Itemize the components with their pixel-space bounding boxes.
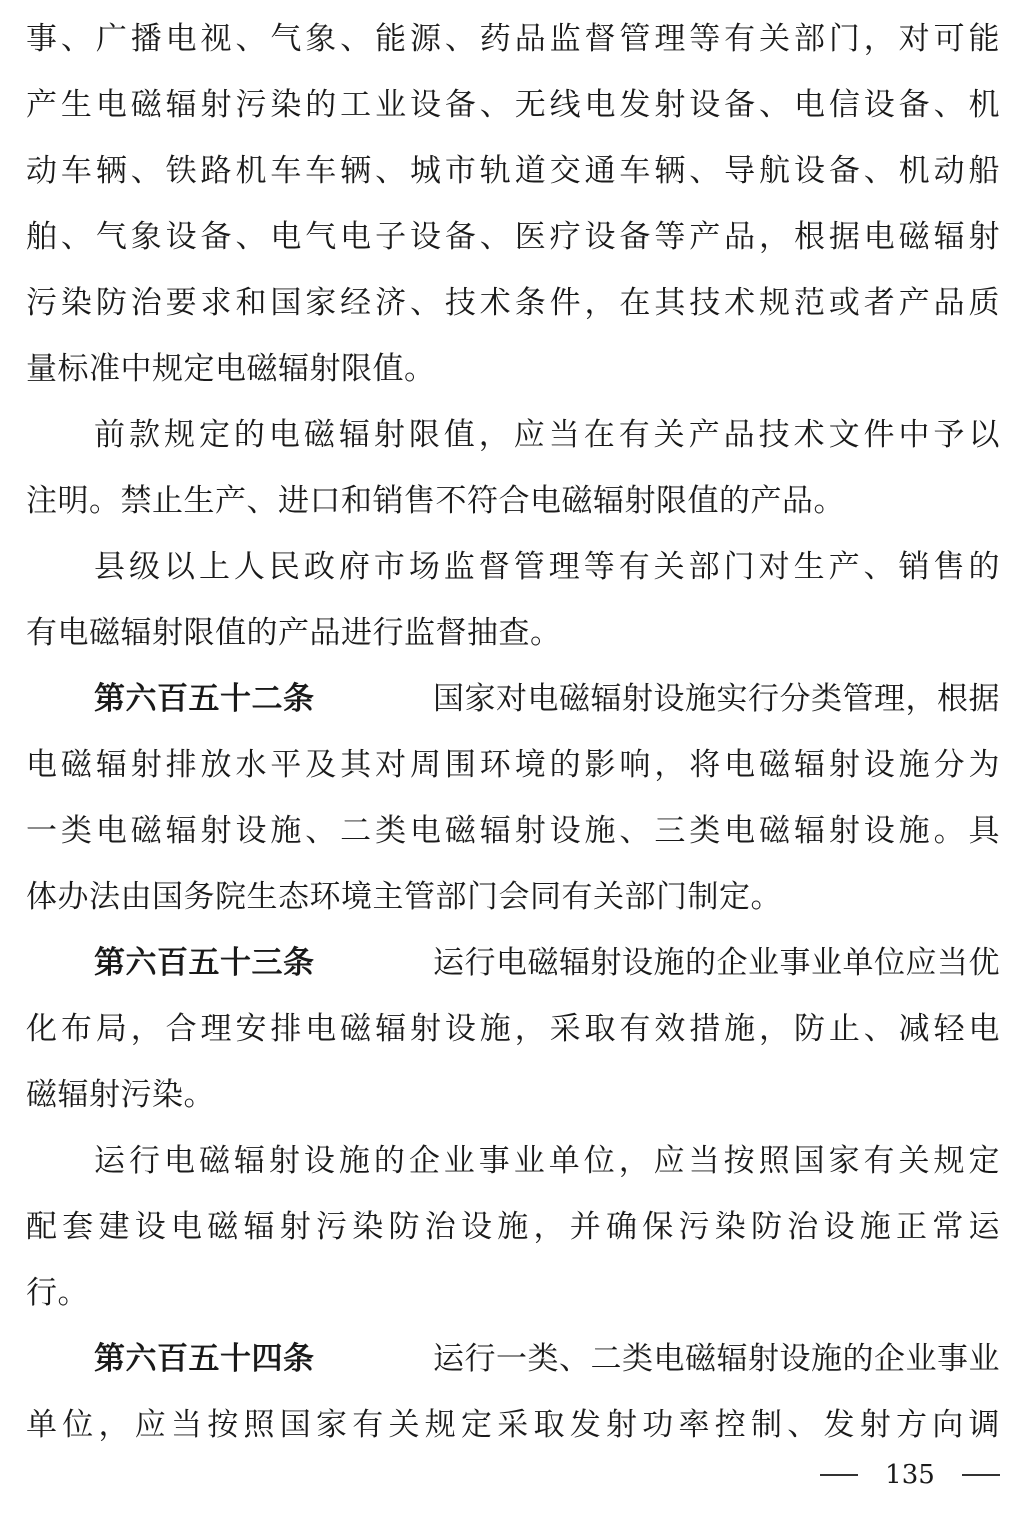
text-line: 磁辐射污染。 <box>26 1077 215 1113</box>
article-text: 运行一类、二类电磁辐射设施的企业事业 <box>433 1341 1000 1377</box>
text-line: 舶、气象设备、电气电子设备、医疗设备等产品，根据电磁辐射 <box>26 219 1000 255</box>
dash-left <box>820 1474 858 1476</box>
text-line: 污染防治要求和国家经济、技术条件，在其技术规范或者产品质 <box>26 285 1000 321</box>
text-line: 化布局，合理安排电磁辐射设施，采取有效措施，防止、减轻电 <box>26 1011 1000 1047</box>
text-line: 注明。禁止生产、进口和销售不符合电磁辐射限值的产品。 <box>26 483 845 519</box>
page-number: 135 <box>885 1460 935 1490</box>
article-line <box>94 938 1000 988</box>
text-line: 单位，应当按照国家有关规定采取发射功率控制、发射方向调 <box>26 1407 1000 1443</box>
text-line: 量标准中规定电磁辐射限值。 <box>26 351 436 387</box>
text-line: 动车辆、铁路机车车辆、城市轨道交通车辆、导航设备、机动船 <box>26 153 1000 189</box>
text-line: 事、广播电视、气象、能源、药品监督管理等有关部门，对可能 <box>26 21 1000 57</box>
article-line <box>94 674 1000 724</box>
article-text: 运行电磁辐射设施的企业事业单位应当优 <box>433 945 1000 981</box>
text-line: 前款规定的电磁辐射限值，应当在有关产品技术文件中予以 <box>94 417 1000 453</box>
text-line: 电磁辐射排放水平及其对周围环境的影响，将电磁辐射设施分为 <box>26 747 1000 783</box>
text-line: 行。 <box>26 1275 89 1311</box>
article-heading: 第六百五十二条 <box>94 681 315 717</box>
text-line: 一类电磁辐射设施、二类电磁辐射设施、三类电磁辐射设施。具 <box>26 813 1000 849</box>
text-line: 有电磁辐射限值的产品进行监督抽查。 <box>26 615 562 651</box>
article-heading: 第六百五十三条 <box>94 945 315 981</box>
text-line: 运行电磁辐射设施的企业事业单位，应当按照国家有关规定 <box>94 1143 1000 1179</box>
text-line: 产生电磁辐射污染的工业设备、无线电发射设备、电信设备、机 <box>26 87 1000 123</box>
page-number-footer <box>820 1455 1000 1495</box>
dash-right <box>962 1474 1000 1476</box>
article-text: 国家对电磁辐射设施实行分类管理，根据 <box>433 681 1000 717</box>
text-line: 县级以上人民政府市场监督管理等有关部门对生产、销售的 <box>94 549 1000 585</box>
article-heading: 第六百五十四条 <box>94 1341 315 1377</box>
article-line <box>94 1334 1000 1384</box>
text-line: 体办法由国务院生态环境主管部门会同有关部门制定。 <box>26 879 782 915</box>
text-line: 配套建设电磁辐射污染防治设施，并确保污染防治设施正常运 <box>26 1209 1000 1245</box>
